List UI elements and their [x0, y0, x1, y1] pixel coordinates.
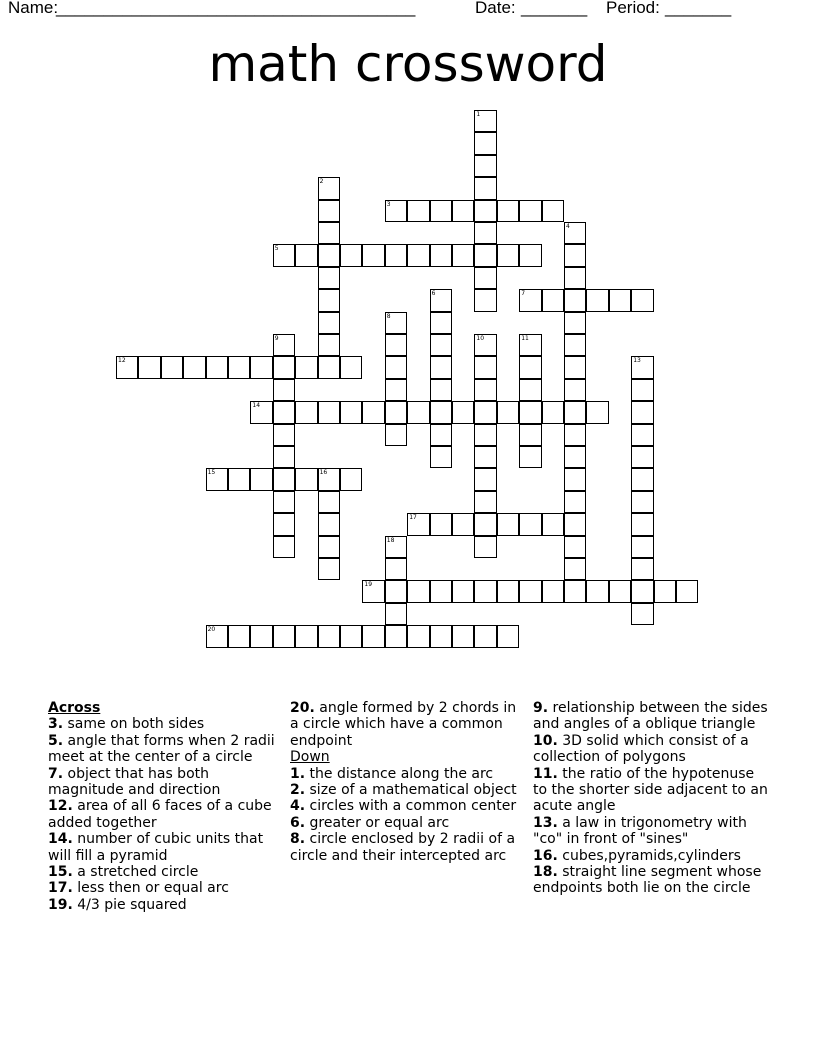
clue-number: 9 — [274, 335, 279, 342]
down-clue — [290, 782, 518, 798]
grid-cell[interactable] — [318, 468, 340, 490]
grid-cell[interactable] — [564, 356, 586, 378]
clue-text: circle enclosed by 2 radii of a circle and their intercepted arc — [290, 831, 516, 864]
down-clue — [533, 864, 768, 897]
grid-cell[interactable] — [631, 536, 653, 558]
grid-cell[interactable] — [385, 401, 407, 423]
clue-number-label: 1. — [290, 765, 306, 782]
across-clue — [48, 733, 276, 766]
grid-cell[interactable] — [385, 424, 407, 446]
clue-text: number of cubic units that will fill a pyramid — [48, 831, 264, 864]
across-clue-list-continued — [290, 700, 518, 749]
clue-number-label: 14. — [48, 831, 73, 848]
grid-cell[interactable] — [228, 356, 250, 378]
clue-number: 2 — [319, 178, 324, 186]
grid-cell[interactable] — [228, 625, 250, 647]
clue-number-label: 7. — [48, 765, 64, 782]
clue-number-label: 17. — [48, 880, 73, 897]
clue-text: cubes,pyramids,cylinders — [562, 847, 741, 864]
grid-cell[interactable] — [564, 536, 586, 558]
grid-cell[interactable] — [474, 200, 496, 222]
across-clue — [48, 897, 276, 913]
clue-text: 3D solid which consist of a collection of polygons — [533, 732, 749, 766]
grid-cell[interactable] — [340, 244, 362, 266]
grid-cell[interactable] — [430, 289, 452, 311]
clue-number: 19 — [364, 581, 373, 589]
down-clue-list — [290, 766, 518, 864]
grid-cell[interactable] — [407, 625, 429, 647]
grid-cell[interactable] — [318, 289, 340, 311]
clue-text: size of a mathematical object — [309, 782, 517, 799]
grid-cell[interactable] — [250, 356, 272, 378]
clue-number: 8 — [386, 312, 391, 320]
grid-cell[interactable] — [474, 513, 496, 535]
grid-cell[interactable] — [430, 379, 452, 401]
grid-cell[interactable] — [340, 468, 362, 490]
grid-cell[interactable] — [430, 334, 452, 356]
page-title: math crossword — [208, 35, 608, 93]
clue-number-label: 20. — [290, 700, 315, 716]
grid-cell[interactable] — [519, 401, 541, 423]
clue-number: 10 — [476, 335, 485, 342]
grid-cell[interactable] — [362, 244, 384, 266]
grid-cell[interactable] — [519, 379, 541, 401]
grid-cell[interactable] — [318, 625, 340, 647]
grid-cell[interactable] — [631, 603, 653, 625]
grid-cell[interactable] — [318, 401, 340, 423]
grid-cell[interactable] — [430, 424, 452, 446]
down-clue — [290, 831, 518, 864]
across-clue-list — [48, 716, 276, 913]
clue-number: 5 — [274, 245, 279, 253]
grid-cell[interactable] — [295, 356, 317, 378]
grid-cell[interactable] — [318, 312, 340, 334]
grid-cell[interactable] — [407, 513, 429, 535]
grid-cell[interactable] — [631, 468, 653, 490]
grid-cell[interactable] — [430, 513, 452, 535]
grid-cell[interactable] — [273, 379, 295, 401]
grid-cell[interactable] — [497, 580, 519, 602]
clue-number-label: 18. — [533, 864, 558, 881]
grid-cell[interactable] — [295, 244, 317, 266]
grid-cell[interactable] — [228, 468, 250, 490]
grid-cell[interactable] — [206, 625, 228, 647]
clues-column-2 — [290, 700, 518, 864]
across-clue — [48, 831, 276, 864]
across-heading: Across — [48, 700, 101, 716]
grid-cell[interactable] — [564, 379, 586, 401]
grid-cell[interactable] — [474, 356, 496, 378]
grid-cell[interactable] — [519, 334, 541, 356]
grid-cell[interactable] — [519, 356, 541, 378]
grid-cell[interactable] — [631, 513, 653, 535]
grid-cell[interactable] — [474, 177, 496, 199]
clue-number-label: 5. — [48, 732, 64, 749]
down-clue — [290, 798, 518, 814]
grid-cell[interactable] — [430, 580, 452, 602]
period-label: Period: — [606, 0, 660, 17]
grid-cell[interactable] — [474, 536, 496, 558]
grid-cell[interactable] — [474, 222, 496, 244]
grid-cell[interactable] — [273, 244, 295, 266]
grid-cell[interactable] — [564, 334, 586, 356]
grid-cell[interactable] — [564, 580, 586, 602]
grid-cell[interactable] — [385, 603, 407, 625]
clue-text: circles with a common center — [309, 798, 517, 815]
grid-cell[interactable] — [631, 446, 653, 468]
grid-cell[interactable] — [564, 513, 586, 535]
grid-cell[interactable] — [385, 536, 407, 558]
clue-number: 1 — [476, 111, 481, 118]
grid-cell[interactable] — [407, 580, 429, 602]
clue-number: 4 — [566, 223, 570, 230]
grid-cell[interactable] — [631, 424, 653, 446]
name-label: Name: — [8, 0, 59, 17]
clue-text: relationship between the sides and angles of a oblique triangle — [533, 700, 768, 733]
grid-cell[interactable] — [430, 401, 452, 423]
grid-cell[interactable] — [318, 177, 340, 199]
clue-text: area of all 6 faces of a cube added together — [48, 798, 272, 831]
grid-cell[interactable] — [474, 424, 496, 446]
grid-cell[interactable] — [631, 289, 653, 311]
clue-text: angle that forms when 2 radii meet at the center of a circle — [48, 732, 275, 766]
grid-cell[interactable] — [631, 401, 653, 423]
grid-cell[interactable] — [452, 580, 474, 602]
grid-cell[interactable] — [250, 401, 272, 423]
grid-cell[interactable] — [430, 244, 452, 266]
down-heading: Down — [290, 749, 330, 766]
grid-cell[interactable] — [385, 379, 407, 401]
across-clue — [48, 880, 276, 896]
grid-cell[interactable] — [452, 200, 474, 222]
grid-cell[interactable] — [452, 244, 474, 266]
grid-cell[interactable] — [385, 334, 407, 356]
clue-number-label: 19. — [48, 896, 73, 913]
grid-cell[interactable] — [250, 468, 272, 490]
grid-cell[interactable] — [474, 401, 496, 423]
grid-cell[interactable] — [676, 580, 698, 602]
grid-cell[interactable] — [318, 558, 340, 580]
clue-number-label: 8. — [290, 831, 306, 848]
clue-number-label: 3. — [48, 716, 64, 733]
grid-cell[interactable] — [519, 424, 541, 446]
grid-cell[interactable] — [631, 356, 653, 378]
grid-cell[interactable] — [542, 513, 564, 535]
down-clue — [533, 733, 768, 766]
grid-cell[interactable] — [474, 491, 496, 513]
down-clue-list-continued — [533, 700, 768, 897]
grid-cell[interactable] — [452, 625, 474, 647]
grid-cell[interactable] — [497, 401, 519, 423]
grid-cell[interactable] — [586, 580, 608, 602]
grid-cell[interactable] — [430, 356, 452, 378]
grid-cell[interactable] — [474, 446, 496, 468]
grid-cell[interactable] — [430, 312, 452, 334]
grid-cell[interactable] — [385, 625, 407, 647]
grid-cell[interactable] — [631, 558, 653, 580]
grid-cell[interactable] — [474, 289, 496, 311]
clue-number-label: 4. — [290, 798, 306, 815]
grid-cell[interactable] — [519, 200, 541, 222]
grid-cell[interactable] — [564, 222, 586, 244]
grid-cell[interactable] — [295, 468, 317, 490]
clue-number-label: 15. — [48, 864, 73, 881]
grid-cell[interactable] — [318, 536, 340, 558]
grid-cell[interactable] — [631, 491, 653, 513]
grid-cell[interactable] — [474, 580, 496, 602]
grid-cell[interactable] — [497, 200, 519, 222]
grid-cell[interactable] — [183, 356, 205, 378]
across-clue — [48, 716, 276, 732]
grid-cell[interactable] — [564, 312, 586, 334]
date-field[interactable]: _______ — [521, 0, 588, 17]
clue-number: 11 — [521, 335, 529, 342]
grid-cell[interactable] — [318, 334, 340, 356]
grid-cell[interactable] — [609, 580, 631, 602]
down-clue — [533, 815, 768, 848]
down-clue — [533, 700, 768, 733]
clue-number-label: 13. — [533, 814, 558, 831]
across-clue — [48, 766, 276, 799]
down-clue — [533, 766, 768, 815]
grid-cell[interactable] — [474, 468, 496, 490]
grid-cell[interactable] — [474, 625, 496, 647]
grid-cell[interactable] — [497, 513, 519, 535]
grid-cell[interactable] — [273, 536, 295, 558]
clue-text: object that has both magnitude and direction — [48, 765, 221, 799]
clue-text: the distance along the arc — [309, 765, 494, 782]
grid-cell[interactable] — [318, 356, 340, 378]
grid-cell[interactable] — [474, 334, 496, 356]
clue-text: angle formed by 2 chords in a circle which have a common endpoint — [290, 700, 517, 749]
grid-cell[interactable] — [318, 222, 340, 244]
grid-cell[interactable] — [273, 424, 295, 446]
clue-number: 20 — [207, 626, 216, 634]
grid-cell[interactable] — [497, 625, 519, 647]
grid-cell[interactable] — [273, 356, 295, 378]
grid-cell[interactable] — [430, 446, 452, 468]
clue-text: a law in trigonometry with "co" in front of "sines" — [533, 814, 747, 848]
grid-cell[interactable] — [362, 401, 384, 423]
grid-cell[interactable] — [564, 244, 586, 266]
clue-number: 13 — [633, 357, 641, 365]
grid-cell[interactable] — [318, 200, 340, 222]
grid-cell[interactable] — [474, 267, 496, 289]
clues-column-1 — [48, 700, 276, 913]
grid-cell[interactable] — [586, 401, 608, 423]
clue-text: same on both sides — [67, 716, 205, 733]
grid-cell[interactable] — [318, 513, 340, 535]
grid-cell[interactable] — [519, 580, 541, 602]
clue-text: greater or equal arc — [309, 814, 450, 831]
clue-text: a stretched circle — [77, 864, 199, 881]
grid-cell[interactable] — [362, 580, 384, 602]
down-clue — [290, 815, 518, 831]
grid-cell[interactable] — [519, 289, 541, 311]
grid-cell[interactable] — [385, 356, 407, 378]
clue-number: 3 — [386, 200, 391, 208]
grid-cell[interactable] — [273, 491, 295, 513]
grid-cell[interactable] — [385, 580, 407, 602]
clue-number: 12 — [118, 357, 126, 365]
grid-cell[interactable] — [206, 468, 228, 490]
name-field[interactable]: ______________________________________ — [56, 0, 416, 17]
across-clue — [290, 700, 518, 749]
grid-cell[interactable] — [385, 200, 407, 222]
grid-cell[interactable] — [318, 267, 340, 289]
across-clue — [48, 864, 276, 880]
grid-cell[interactable] — [542, 580, 564, 602]
clue-number: 18 — [386, 536, 395, 544]
clue-number-label: 2. — [290, 782, 306, 799]
grid-cell[interactable] — [564, 424, 586, 446]
grid-cell[interactable] — [206, 356, 228, 378]
grid-cell[interactable] — [586, 289, 608, 311]
grid-cell[interactable] — [564, 401, 586, 423]
grid-cell[interactable] — [161, 356, 183, 378]
grid-cell[interactable] — [340, 625, 362, 647]
grid-cell[interactable] — [474, 155, 496, 177]
grid-cell[interactable] — [407, 401, 429, 423]
grid-cell[interactable] — [609, 289, 631, 311]
grid-cell[interactable] — [564, 468, 586, 490]
clues-column-3 — [533, 700, 768, 897]
grid-cell[interactable] — [452, 401, 474, 423]
grid-cell[interactable] — [340, 356, 362, 378]
grid-cell[interactable] — [542, 401, 564, 423]
date-label: Date: — [475, 0, 516, 17]
grid-cell[interactable] — [631, 379, 653, 401]
grid-cell[interactable] — [318, 491, 340, 513]
grid-cell[interactable] — [273, 625, 295, 647]
clue-number-label: 12. — [48, 798, 73, 815]
grid-cell[interactable] — [430, 625, 452, 647]
grid-cell[interactable] — [116, 356, 138, 378]
clue-number-label: 16. — [533, 847, 558, 864]
clue-text: straight line segment whose endpoints both lie on the circle — [533, 864, 762, 897]
grid-cell[interactable] — [564, 558, 586, 580]
clue-number-label: 11. — [533, 765, 558, 782]
grid-cell[interactable] — [519, 446, 541, 468]
clue-text: the ratio of the hypotenuse to the shorter side adjacent to an acute angle — [533, 765, 768, 815]
clue-number-label: 6. — [290, 814, 306, 831]
grid-cell[interactable] — [273, 513, 295, 535]
grid-cell[interactable] — [564, 267, 586, 289]
grid-cell[interactable] — [631, 580, 653, 602]
grid-cell[interactable] — [295, 401, 317, 423]
grid-cell[interactable] — [474, 244, 496, 266]
grid-cell[interactable] — [474, 379, 496, 401]
grid-cell[interactable] — [295, 625, 317, 647]
grid-cell[interactable] — [564, 491, 586, 513]
clue-number-label: 9. — [533, 700, 549, 716]
period-field[interactable]: _______ — [665, 0, 732, 17]
grid-cell[interactable] — [407, 200, 429, 222]
grid-cell[interactable] — [519, 513, 541, 535]
grid-cell[interactable] — [654, 580, 676, 602]
grid-cell[interactable] — [474, 110, 496, 132]
grid-cell[interactable] — [474, 132, 496, 154]
clue-number: 16 — [319, 469, 328, 477]
grid-cell[interactable] — [273, 468, 295, 490]
grid-cell[interactable] — [564, 289, 586, 311]
across-clue — [48, 798, 276, 831]
grid-cell[interactable] — [318, 244, 340, 266]
grid-cell[interactable] — [385, 312, 407, 334]
clue-number: 7 — [521, 290, 526, 298]
clue-number: 15 — [207, 469, 216, 477]
clue-number: 6 — [431, 290, 436, 298]
clue-number-label: 10. — [533, 732, 558, 749]
grid-cell[interactable] — [362, 625, 384, 647]
grid-cell[interactable] — [497, 244, 519, 266]
grid-cell[interactable] — [385, 558, 407, 580]
grid-cell[interactable] — [564, 446, 586, 468]
clue-number: 17 — [409, 514, 417, 522]
clue-text: 4/3 pie squared — [77, 896, 187, 913]
grid-cell[interactable] — [273, 334, 295, 356]
clue-text: less then or equal arc — [77, 880, 229, 897]
down-clue — [290, 766, 518, 782]
grid-cell[interactable] — [138, 356, 160, 378]
grid-cell[interactable] — [519, 244, 541, 266]
grid-cell[interactable] — [340, 401, 362, 423]
grid-cell[interactable] — [542, 289, 564, 311]
clue-number: 14 — [252, 402, 261, 410]
grid-cell[interactable] — [430, 200, 452, 222]
grid-cell[interactable] — [273, 446, 295, 468]
grid-cell[interactable] — [273, 401, 295, 423]
grid-cell[interactable] — [542, 200, 564, 222]
grid-cell[interactable] — [250, 625, 272, 647]
down-clue — [533, 848, 768, 864]
grid-cell[interactable] — [385, 244, 407, 266]
grid-cell[interactable] — [407, 244, 429, 266]
grid-cell[interactable] — [452, 513, 474, 535]
